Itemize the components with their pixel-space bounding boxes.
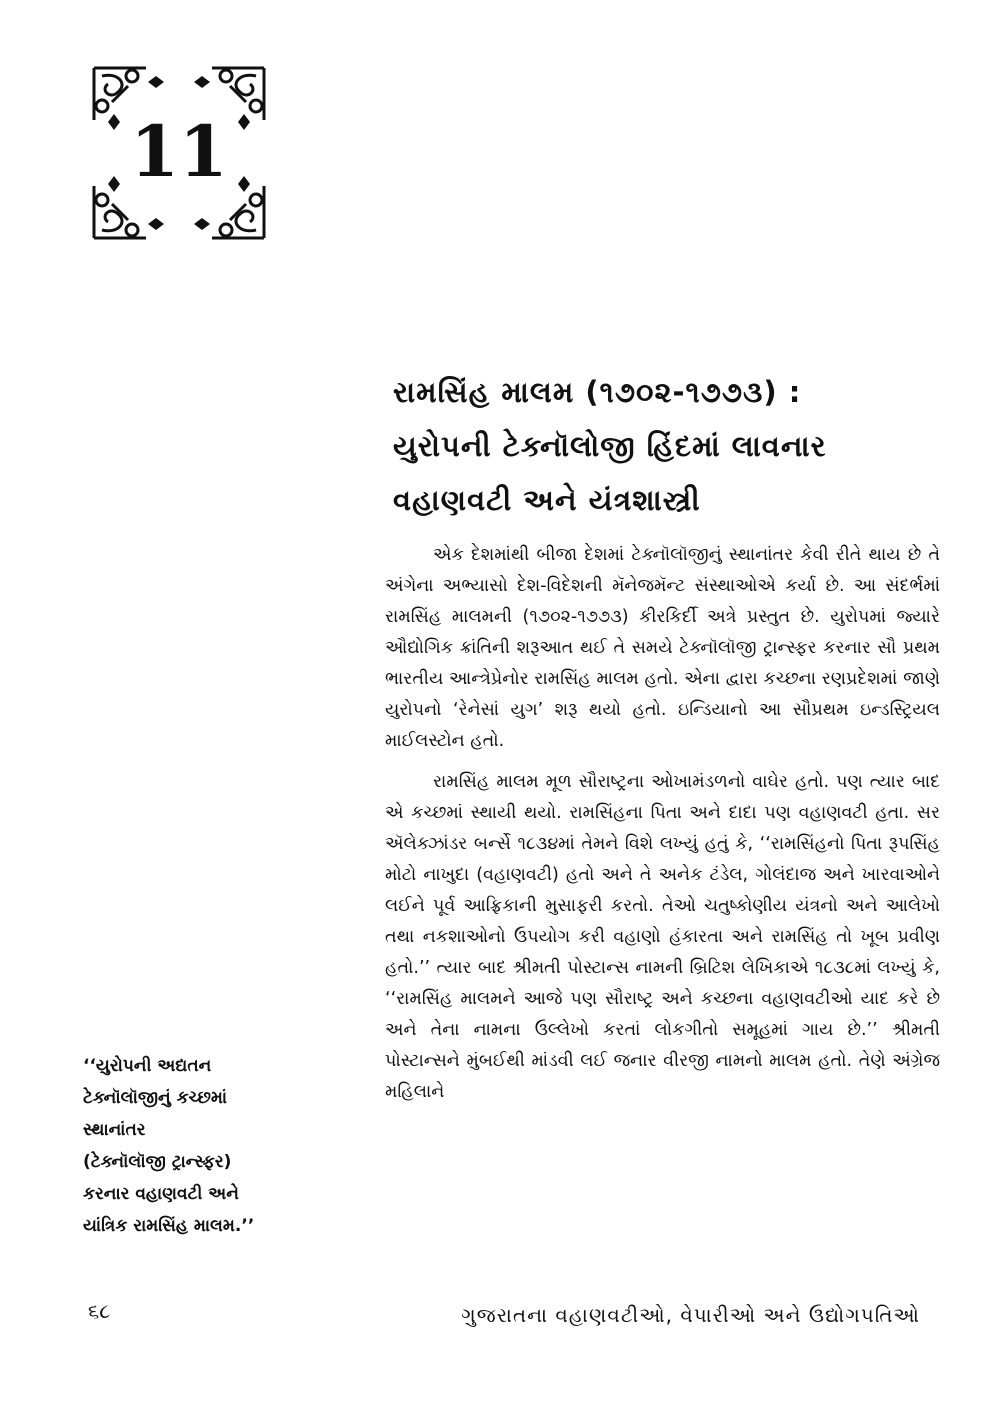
pull-quote-line: ‘‘યુરોપની અદ્યતન — [83, 1056, 212, 1076]
body-paragraph: એક દેશમાંથી બીજા દેશમાં ટેક્નૉલૉજીનું સ્થાનાંતર કેવી રીતે થાય છે તે અંગેના અભ્યાસો દેશ-વિદેશની મૅનેજમૅન્ટ સંસ્થાઓએ કર્યા છે. આ સંદર્ભમાં રામસિંહ માલમની (૧૭૦૨-૧૭૭૩) કીરકિર્દી અત્રે પ્રસ્તુત છે. યુરોપમાં જ્યારે ઔદ્યોગિક ક્રાંતિની શરૂઆત થઈ તે સમયે ટેક્નૉલૉજી ટ્રાન્સ્ફર કરનાર સૌ પ્રથમ ભારતીય આન્ત્રેપ્રેનોર રામસિંહ માલમ હતો. એના દ્વારા કચ્છના રણપ્રદેશમાં જાણે યુરોપનો ‘રેનેસાં યુગ’ શરૂ થયો હતો. ઇન્ડિયાનો આ સૌપ્રથમ ઇન્ડસ્ટ્રિયલ માઈલસ્ટોન હતો. — [385, 545, 940, 751]
running-footer-title: ગુજરાતના વહાણવટીઓ, વેપારીઓ અને ઉદ્યોગપતિઓ — [461, 1303, 920, 1327]
article-body — [385, 540, 940, 1118]
pull-quote — [83, 1050, 333, 1242]
pull-quote-line: સ્થાનાંતર — [83, 1120, 146, 1140]
pull-quote-line: (ટેક્નૉલૉજી ટ્રાન્સ્ફર) — [83, 1152, 232, 1172]
chapter-number: 11 — [130, 110, 228, 193]
article-title-line: રામસિંહ માલમ (૧૭૦૨-૧૭૭૩) : — [393, 375, 802, 409]
page-number: ૬૮ — [88, 1299, 111, 1323]
pull-quote-line: કરનાર વહાણવટી અને — [83, 1184, 239, 1204]
pull-quote-line: ટેક્નૉલૉજીનું કચ્છમાં — [83, 1088, 228, 1108]
pull-quote-line: યાંત્રિક રામસિંહ માલમ.’’ — [83, 1216, 255, 1236]
article-title-line: યુરોપની ટેક્નૉલોજી હિંદમાં લાવનાર — [393, 429, 827, 463]
body-paragraph: રામસિંહ માલમ મૂળ સૌરાષ્ટ્રના ઓખામંડળનો વાઘેર હતો. પણ ત્યાર બાદ એ કચ્છમાં સ્થાયી થયો. રામસિંહના પિતા અને દાદા પણ વહાણવટી હતા. સર ઍલેક્ઝાંડર બર્ન્સે ૧૮૩૪માં તેમને વિશે લખ્યું હતું કે, ‘‘રામસિંહનો પિતા રૂપસિંહ મોટો નાખુદા (વહાણવટી) હતો અને તે અનેક ટંડેલ, ગોલંદાજ અને ખારવાઓને લઈને પૂર્વ આફ્રિકાની મુસાફરી કરતો. તેઓ ચતુષ્કોણીય યંત્રનો અને આલેખો તથા નકશાઓનો ઉપયોગ કરી વહાણો હંકારતા અને રામસિંહ તો ખૂબ પ્રવીણ હતો.’’ ત્યાર બાદ શ્રીમતી પોસ્ટાન્સ નામની બ્રિટિશ લેખિકાએ ૧૮૩૮માં લખ્યું કે, ‘‘રામસિંહ માલમને આજે પણ સૌરાષ્ટ્ર અને કચ્છના વહાણવટીઓ યાદ કરે છે અને તેના નામના ઉલ્લેખો કરતાં લોકગીતો સમૂહમાં ગાય છે.’’ શ્રીમતી પોસ્ટાન્સને મુંબઈથી માંડવી લઈ જનાર વીરજી નામનો માલમ હતો. તેણે અંગ્રેજ મહિલાને — [385, 772, 940, 1102]
article-title-line: વહાણવટી અને યંત્રશાસ્ત્રી — [393, 483, 701, 517]
article-title — [393, 365, 933, 527]
chapter-ornament — [88, 62, 270, 244]
